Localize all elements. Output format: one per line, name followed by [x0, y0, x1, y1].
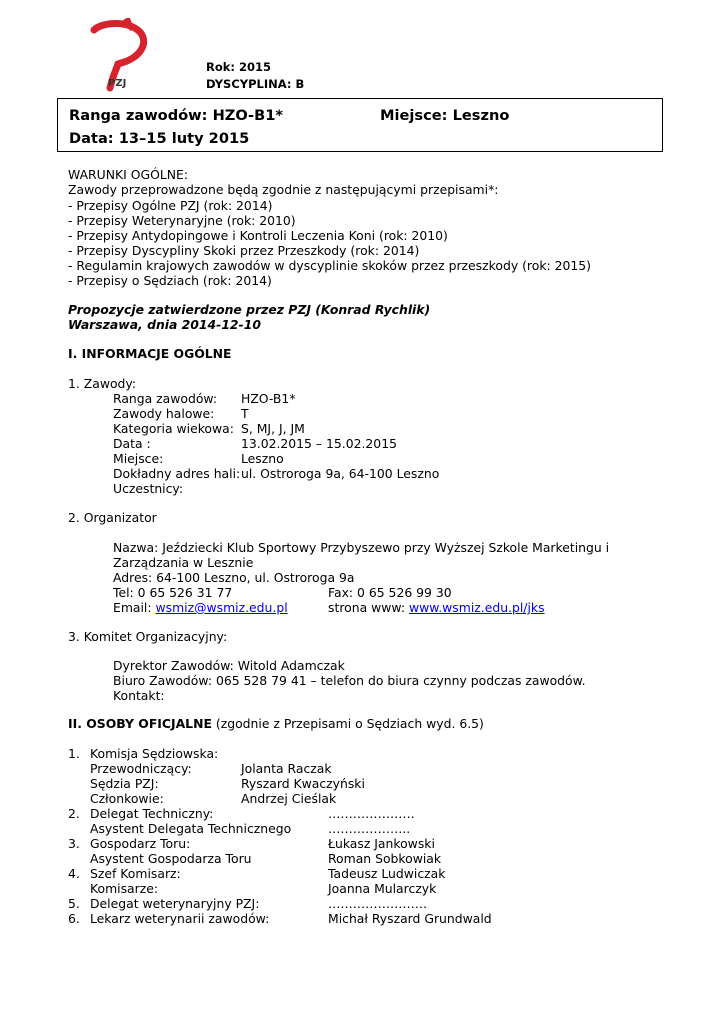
event-value: HZO-B1* — [241, 391, 296, 406]
rank-title: Ranga zawodów: HZO-B1* — [69, 107, 284, 124]
participants-label: Uczestnicy: — [113, 481, 184, 496]
official-name: ……………….. — [328, 821, 411, 836]
events-heading: 1. Zawody: — [68, 376, 137, 391]
rule-item: - Regulamin krajowych zawodów w dyscyplinie skoków przez przeszkody (rok: 2015) — [68, 258, 591, 273]
official-role: Delegat weterynaryjny PZJ: — [90, 896, 260, 911]
organizer-name-cont: Zarządzania w Lesznie — [113, 555, 254, 570]
official-role: Delegat Techniczny: — [90, 806, 214, 821]
website-link[interactable]: www.wsmiz.edu.pl/jks — [408, 600, 545, 615]
event-label: Miejsce: — [113, 451, 164, 466]
official-role: Asystent Delegata Technicznego — [90, 821, 292, 836]
www-label: strona www: — [328, 600, 405, 615]
section-2-title: II. OSOBY OFICJALNE — [68, 716, 212, 731]
email-label: Email: — [113, 600, 152, 615]
official-name: Michał Ryszard Grundwald — [328, 911, 492, 926]
place-title: Miejsce: Leszno — [380, 107, 510, 124]
conditions-intro: Zawody przeprowadzone będą zgodnie z następującymi przepisami*: — [68, 182, 499, 197]
event-label: Kategoria wiekowa: — [113, 421, 234, 436]
organizer-address: Adres: 64-100 Leszno, ul. Ostroroga 9a — [113, 570, 355, 585]
rule-item: - Przepisy Dyscypliny Skoki przez Przeszkody (rok: 2014) — [68, 243, 420, 258]
rule-item: - Przepisy Antydopingowe i Kontroli Leczenia Koni (rok: 2010) — [68, 228, 448, 243]
event-value: T — [241, 406, 249, 421]
committee-heading: 3. Komitet Organizacyjny: — [68, 629, 228, 644]
jury-name: Andrzej Cieślak — [241, 791, 337, 806]
jury-name: Jolanta Raczak — [241, 761, 332, 776]
event-value: Leszno — [241, 451, 284, 466]
organizer-tel: Tel: 0 65 526 31 77 — [113, 585, 233, 600]
email-link[interactable]: wsmiz@wsmiz.edu.pl — [155, 600, 288, 615]
event-value: S, MJ, J, JM — [241, 421, 305, 436]
official-role: Lekarz weterynarii zawodów: — [90, 911, 270, 926]
date-title: Data: 13–15 luty 2015 — [69, 130, 250, 147]
competition-header-box — [57, 98, 663, 152]
official-role: Gospodarz Toru: — [90, 836, 191, 851]
jury-role: Członkowie: — [90, 791, 164, 806]
jury-role: Przewodniczący: — [90, 761, 192, 776]
event-label: Ranga zawodów: — [113, 391, 218, 406]
event-value: 13.02.2015 – 15.02.2015 — [241, 436, 397, 451]
approval-line: Propozycje zatwierdzone przez PZJ (Konrad Rychlik) — [68, 302, 431, 317]
section-2-title-row — [68, 716, 484, 731]
event-label: Zawody halowe: — [113, 406, 215, 421]
organizer-fax: Fax: 0 65 526 99 30 — [328, 585, 452, 600]
committee-office: Biuro Zawodów: 065 528 79 41 – telefon do biura czynny podczas zawodów. — [113, 673, 586, 688]
year-label: Rok: 2015 — [206, 60, 272, 74]
pzj-logo — [88, 18, 152, 94]
official-name: Roman Sobkowiak — [328, 851, 442, 866]
list-num: 5. — [68, 896, 80, 911]
event-label: Data : — [113, 436, 151, 451]
committee-contact: Kontakt: — [113, 688, 165, 703]
list-num: 1. — [68, 746, 80, 761]
list-num: 2. — [68, 806, 80, 821]
www-row — [328, 600, 545, 615]
official-role: Asystent Gospodarza Toru — [90, 851, 252, 866]
official-role: Szef Komisarz: — [90, 866, 181, 881]
address-label: Dokładny adres hali: — [113, 466, 241, 481]
discipline-label: DYSCYPLINA: B — [206, 77, 305, 91]
official-name: Łukasz Jankowski — [328, 836, 435, 851]
jury-name: Ryszard Kwaczyński — [241, 776, 365, 791]
jury-role: Sędzia PZJ: — [90, 776, 159, 791]
official-name: Joanna Mularczyk — [328, 881, 437, 896]
organizer-name: Nazwa: Jeździecki Klub Sportowy Przybyszewo przy Wyższej Szkole Marketingu i — [113, 540, 610, 555]
list-num: 6. — [68, 911, 80, 926]
conditions-title: WARUNKI OGÓLNE: — [68, 167, 188, 182]
list-num: 3. — [68, 836, 80, 851]
rule-item: - Przepisy Weterynaryjne (rok: 2010) — [68, 213, 296, 228]
section-2-subtitle: (zgodnie z Przepisami o Sędziach wyd. 6.5) — [215, 716, 484, 731]
rule-item: - Przepisy Ogólne PZJ (rok: 2014) — [68, 198, 273, 213]
section-1-title: I. INFORMACJE OGÓLNE — [68, 346, 232, 361]
email-row — [113, 600, 288, 615]
jury-heading: Komisja Sędziowska: — [90, 746, 219, 761]
official-role: Komisarze: — [90, 881, 159, 896]
committee-director: Dyrektor Zawodów: Witold Adamczak — [113, 658, 345, 673]
approval-date: Warszawa, dnia 2014-12-10 — [68, 317, 261, 332]
address-value: ul. Ostroroga 9a, 64-100 Leszno — [241, 466, 440, 481]
logo-text: PZJ — [108, 78, 127, 89]
official-name: …………………… — [328, 896, 428, 911]
official-name: ………………… — [328, 806, 415, 821]
list-num: 4. — [68, 866, 80, 881]
official-name: Tadeusz Ludwiczak — [328, 866, 446, 881]
rule-item: - Przepisy o Sędziach (rok: 2014) — [68, 273, 272, 288]
organizer-heading: 2. Organizator — [68, 510, 157, 525]
